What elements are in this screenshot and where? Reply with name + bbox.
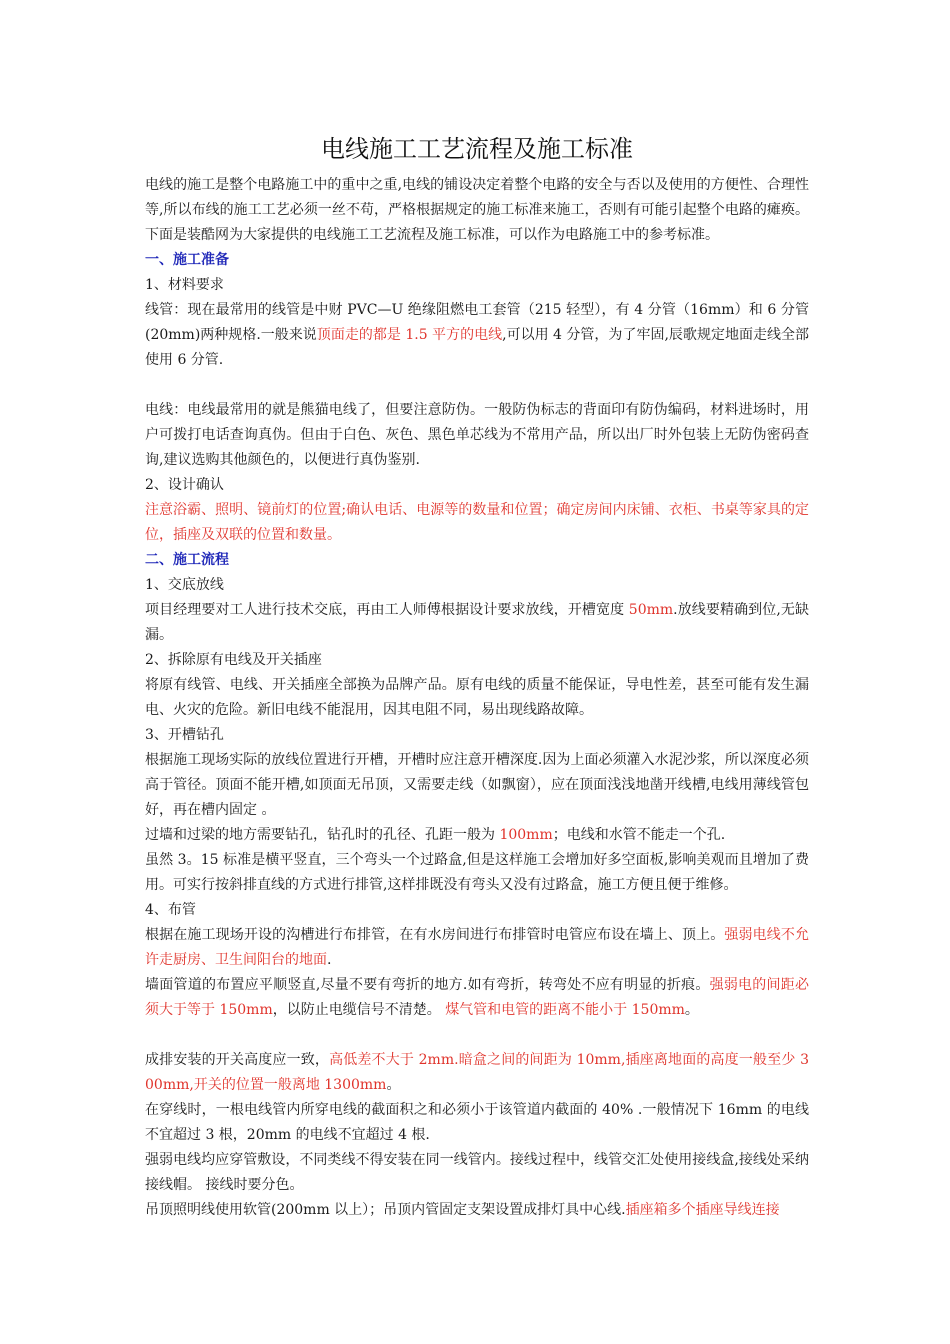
- piping3-text-b: 。: [386, 1077, 401, 1093]
- piping-paragraph-2: [145, 973, 809, 1023]
- piping2-text-a: 墙面管道的布置应平顺竖直,尽量不要有弯折的地方.如有弯折，转弯处不应有明显的折痕。: [145, 977, 710, 993]
- grooving-paragraph-3: 虽然 3。15 标准是横平竖直，三个弯头一个过路盒,但是这样施工会增加好多空面板,影响美观而且增加了费用。可实行按斜排直线的方式进行排管,这样排既没有弯头又没有过路盒，施工方便且便于维修。: [145, 852, 809, 893]
- grooving-paragraph-2: [145, 823, 809, 848]
- design-paragraph: 注意浴霸、照明、镜前灯的位置;确认电话、电源等的数量和位置；确定房间内床铺、衣柜、书桌等家具的定位，插座及双联的位置和数量。: [145, 502, 809, 543]
- page-title: 电线施工工艺流程及施工标准: [321, 135, 633, 163]
- document-page: [145, 128, 809, 1223]
- piping3-text-highlight: 高低差不大于 2mm.暗盒之间的间距为 10mm,插座离地面的高度一般至少 300mm,开关的位置一般离地 1300mm: [145, 1052, 810, 1093]
- grooving-text-b: ；电线和水管不能走一个孔.: [552, 827, 726, 843]
- piping-paragraph-5: 强弱电线均应穿管敷设，不同类线不得安装在同一线管内。接线过程中，线管交汇处使用接线盒,接线处采纳接线帽。 接线时要分色。: [145, 1152, 809, 1193]
- layout-text-b: .放线要精确到位,无缺漏。: [145, 602, 810, 643]
- piping-paragraph-4: 在穿线时，一根电线管内所穿电线的截面积之和必须小于该管道内截面的 40% .一般情况下 16mm 的电线不宜超过 3 根，20mm 的电线不宜超过 4 根.: [145, 1102, 809, 1143]
- subheading-design: 2、设计确认: [145, 477, 224, 493]
- subheading-grooving: 3、开槽钻孔: [145, 727, 224, 743]
- piping-paragraph-1: [145, 923, 809, 973]
- layout-text-a: 项目经理要对工人进行技术交底，再由工人师傅根据设计要求放线，开槽宽度: [145, 602, 629, 618]
- intro-paragraph: 电线的施工是整个电路施工中的重中之重,电线的铺设决定着整个电路的安全与否以及使用的方便性、合理性等,所以布线的施工工艺必须一丝不苟，严格根据规定的施工标准来施工，否则有可能引起整个电路的瘫痪。下面是装酷网为大家提供的电线施工工艺流程及施工标准，可以作为电路施工中的参考标准。: [145, 177, 809, 243]
- piping2-text-b: ，以防止电缆信号不清楚。: [272, 1002, 446, 1018]
- pipe-text-b: ,可以用 4 分管，为了牢固,辰歌规定地面走线全部使用 6 分管.: [145, 327, 809, 368]
- pipe-paragraph: [145, 298, 809, 373]
- piping6-text-highlight: 插座箱多个插座导线连接: [625, 1202, 780, 1218]
- layout-text-highlight: 50mm: [628, 602, 674, 618]
- layout-paragraph: [145, 598, 809, 648]
- piping-paragraph-6: [145, 1198, 809, 1223]
- piping3-text-a: 成排安装的开关高度应一致，: [145, 1052, 330, 1068]
- piping1-text-b: .: [327, 952, 332, 968]
- piping6-text-a: 吊顶照明线使用软管(200mm 以上）；吊顶内管固定支架设置成排灯具中心线.: [145, 1202, 626, 1218]
- piping-paragraph-3: [145, 1048, 809, 1098]
- wire-paragraph: 电线：电线最常用的就是熊猫电线了，但要注意防伪。一般防伪标志的背面印有防伪编码，材料进场时，用户可拨打电话查询真伪。但由于白色、灰色、黑色单芯线为不常用产品，所以出厂时外包装上无防伪密码查询,建议选购其他颜色的，以便进行真伪鉴别.: [145, 402, 809, 468]
- piping1-text-a: 根据在施工现场开设的沟槽进行布排管，在有水房间进行布排管时电管应布设在墙上、顶上。: [145, 927, 725, 943]
- pipe-text-a: 线管：现在最常用的线管是中财 PVC—U 绝缘阻燃电工套管（215 轻型），有 4 分管（16mm）和 6 分管(20mm)两种规格.一般来说: [145, 302, 809, 343]
- removal-paragraph: 将原有线管、电线、开关插座全部换为品牌产品。原有电线的质量不能保证，导电性差，甚至可能有发生漏电、火灾的危险。新旧电线不能混用，因其电阻不同，易出现线路故障。: [145, 677, 809, 718]
- pipe-text-highlight: 顶面走的都是 1.5 平方的电线: [316, 327, 503, 343]
- subheading-piping: 4、布管: [145, 902, 196, 918]
- piping2-text-highlight-1: 强弱电的间距必须大于等于 150mm: [145, 977, 809, 1018]
- subheading-layout: 1、交底放线: [145, 577, 224, 593]
- blank-line: [145, 1023, 809, 1048]
- blank-line: [145, 373, 809, 398]
- piping1-text-highlight: 强弱电线不允许走厨房、卫生间阳台的地面: [145, 927, 810, 968]
- piping2-text-c: 。: [684, 1002, 699, 1018]
- grooving-text-highlight: 100mm: [499, 827, 553, 843]
- subheading-removal: 2、拆除原有电线及开关插座: [145, 652, 322, 668]
- section-heading-preparation: 一、施工准备: [145, 252, 229, 268]
- piping2-text-highlight-2: 煤气管和电管的距离不能小于 150mm: [445, 1002, 685, 1018]
- grooving-paragraph-1: 根据施工现场实际的放线位置进行开槽，开槽时应注意开槽深度.因为上面必须灌入水泥沙浆，所以深度必须高于管径。顶面不能开槽,如顶面无吊顶，又需要走线（如飘窗），应在顶面浅浅地凿开线槽,电线用薄线管包好，再在槽内固定 。: [145, 752, 809, 818]
- grooving-text-a: 过墙和过梁的地方需要钻孔，钻孔时的孔径、孔距一般为: [145, 827, 500, 843]
- subheading-material: 1、材料要求: [145, 277, 224, 293]
- section-heading-process: 二、施工流程: [145, 552, 229, 568]
